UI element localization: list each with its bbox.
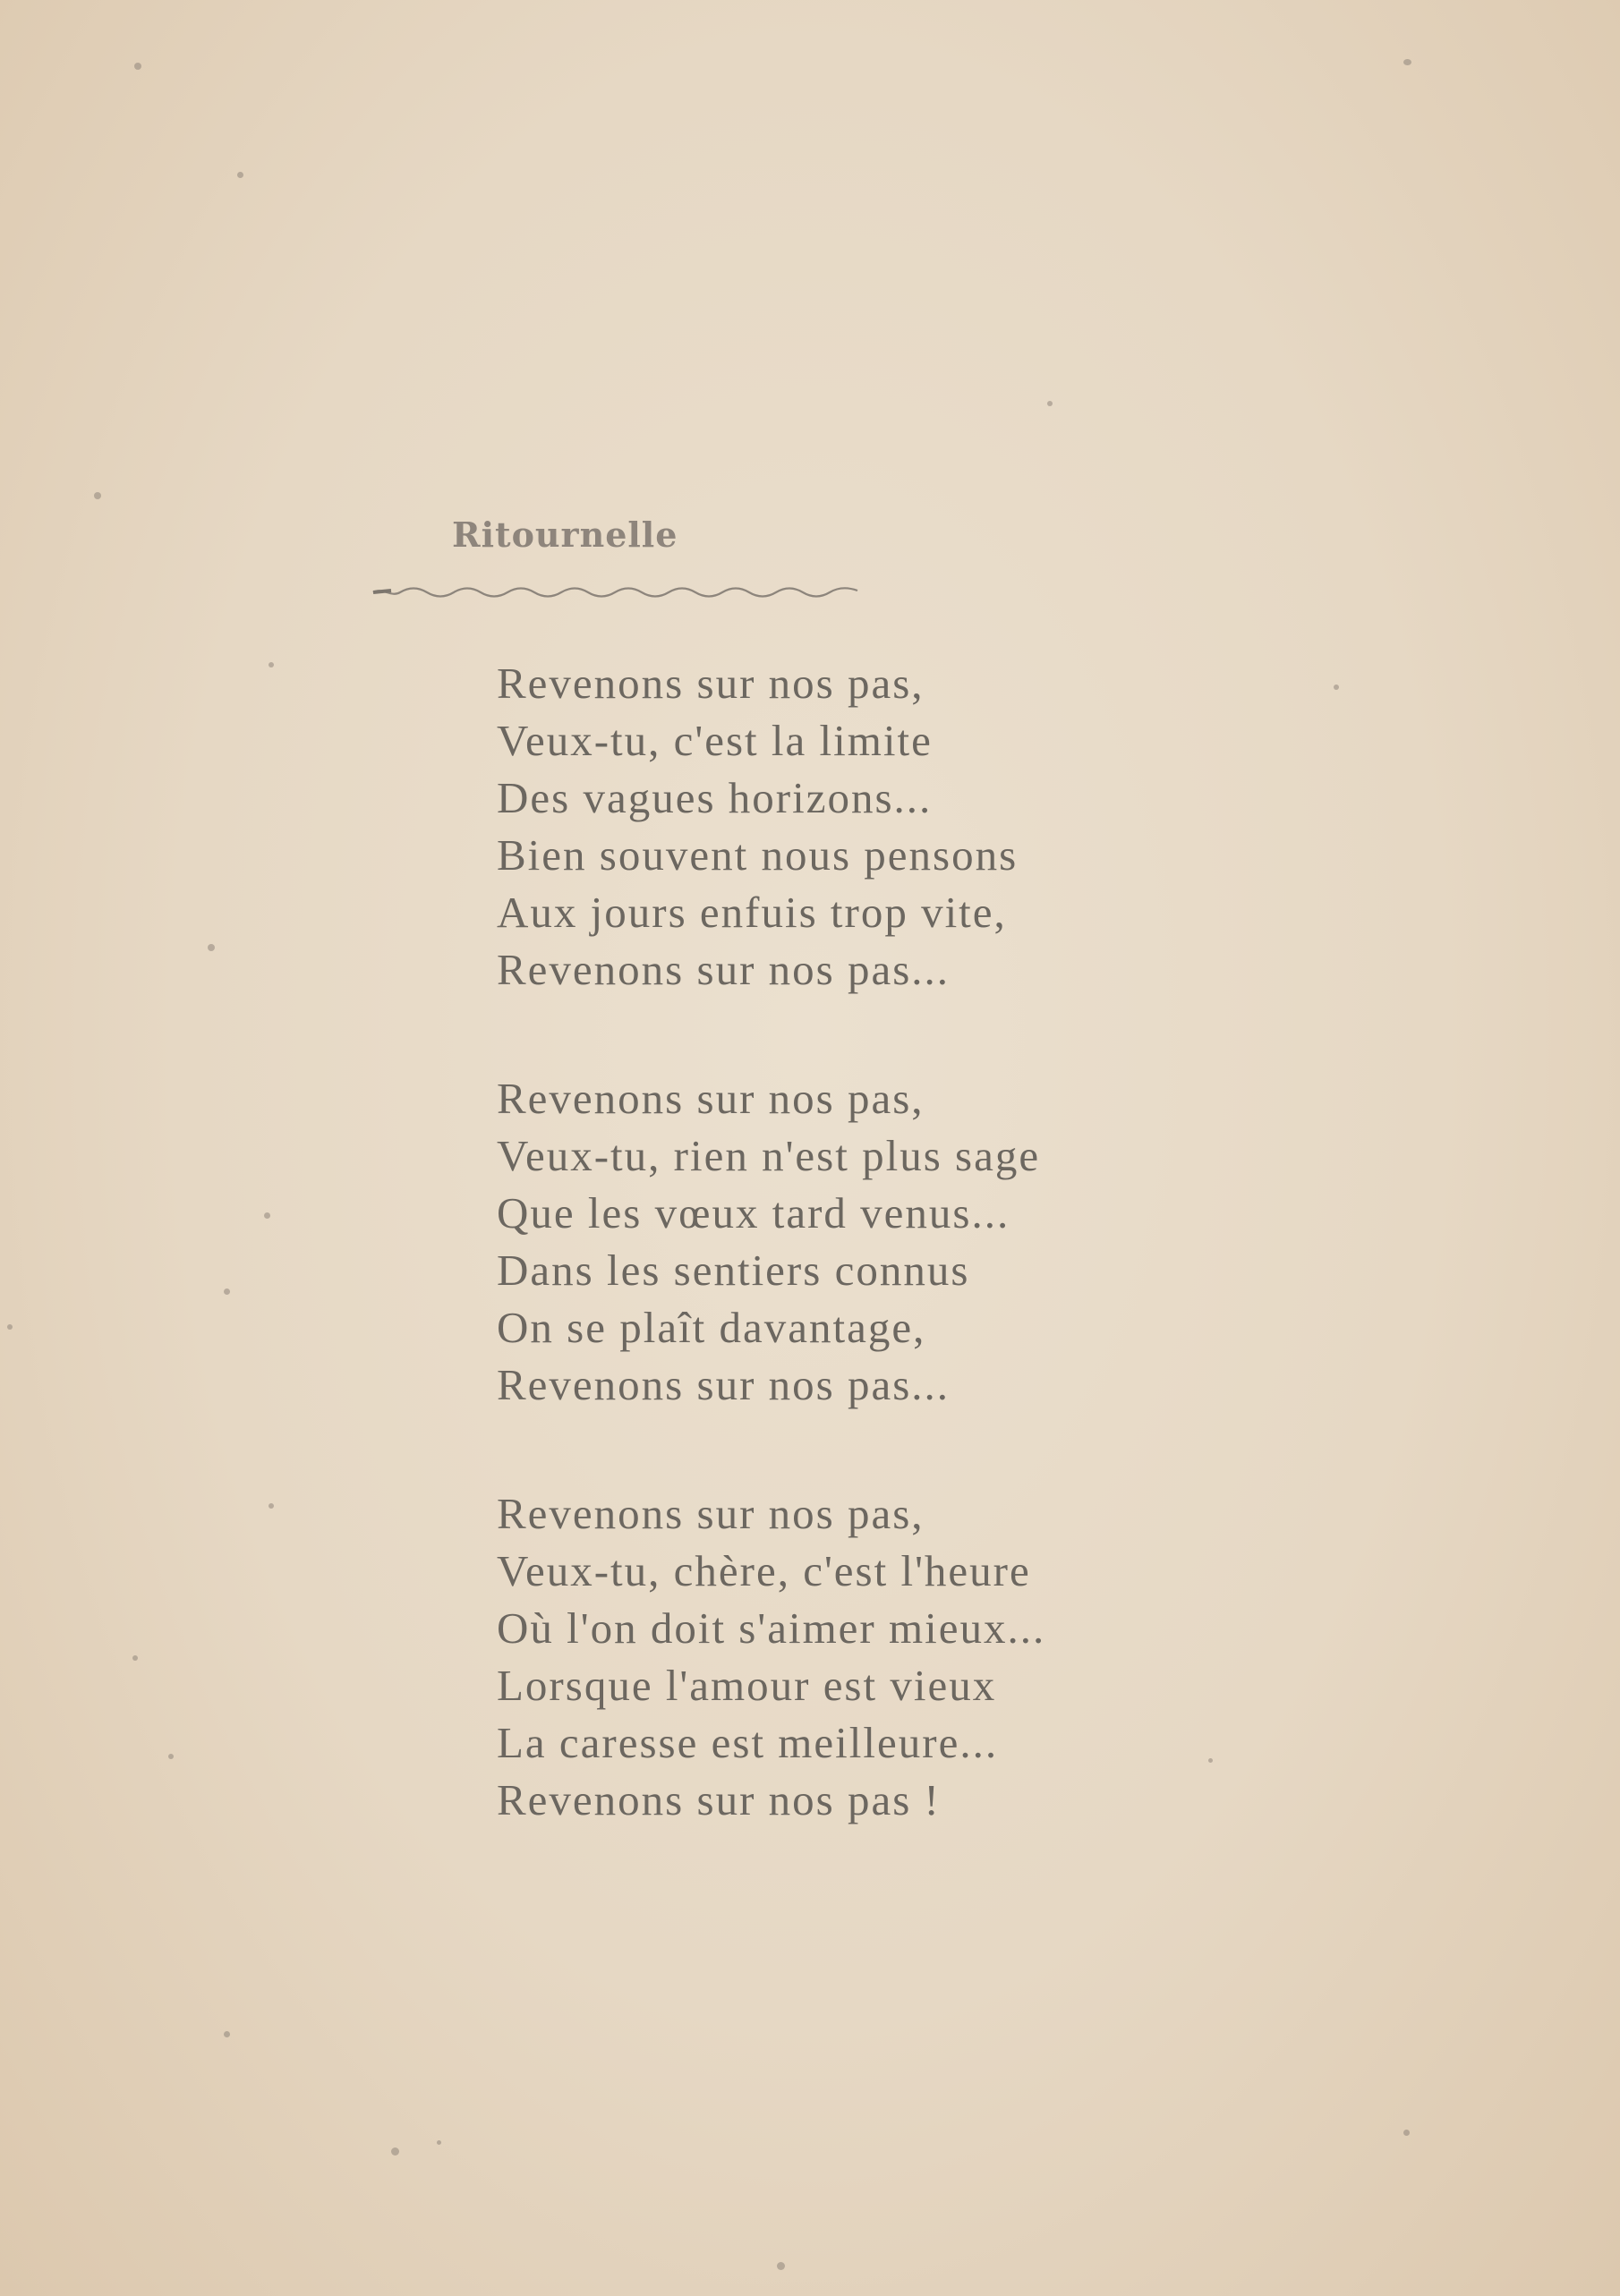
paper-speck [1047, 401, 1053, 406]
verse-line: Bien souvent nous pensons [497, 830, 1019, 880]
paper-speck [264, 1212, 270, 1219]
paper-speck [94, 492, 101, 499]
verse-line: Des vagues horizons... [497, 773, 933, 822]
verse-line: La caresse est meilleure... [497, 1718, 999, 1767]
verse-line: Que les vœux tard venus... [497, 1188, 1010, 1237]
stanza [497, 1070, 1213, 1414]
verse-line: Lorsque l'amour est vieux [497, 1661, 997, 1710]
verse-line: Veux-tu, chère, c'est l'heure [497, 1546, 1031, 1595]
verse-line: Veux-tu, c'est la limite [497, 716, 933, 765]
paper-speck [777, 2262, 785, 2270]
verse-line: Aux jours enfuis trop vite, [497, 888, 1007, 937]
verse-line: Revenons sur nos pas... [497, 1360, 951, 1409]
verse-line: Revenons sur nos pas, [497, 1074, 925, 1123]
stanza [497, 1485, 1213, 1829]
poem-title: Ritournelle [452, 514, 678, 555]
paper-speck [224, 1288, 230, 1295]
paper-speck [237, 172, 243, 178]
paper-speck [269, 662, 274, 668]
paper-speck [208, 944, 215, 951]
verse-line: Veux-tu, rien n'est plus sage [497, 1131, 1041, 1180]
verse-line: Revenons sur nos pas ! [497, 1775, 941, 1824]
paper-speck [391, 2147, 399, 2156]
paper-speck [224, 2031, 230, 2037]
verse-line: Revenons sur nos pas, [497, 659, 925, 708]
paper-speck [1334, 685, 1339, 690]
paper-speck [134, 63, 141, 70]
paper-speck [132, 1655, 138, 1661]
verse-line: Dans les sentiers connus [497, 1246, 970, 1295]
verse-line: Revenons sur nos pas, [497, 1489, 925, 1538]
poem-body [497, 655, 1213, 1901]
paper-speck [437, 2140, 441, 2145]
stanza [497, 655, 1213, 999]
title-flourish [371, 583, 859, 601]
verse-line: Où l'on doit s'aimer mieux... [497, 1603, 1046, 1653]
paper-speck [269, 1503, 274, 1509]
verse-line: On se plaît davantage, [497, 1303, 926, 1352]
paper-speck [1403, 59, 1411, 65]
paper-speck [7, 1324, 13, 1330]
paper-speck [1403, 2130, 1410, 2136]
verse-line: Revenons sur nos pas... [497, 945, 951, 994]
paper-speck [168, 1754, 174, 1759]
